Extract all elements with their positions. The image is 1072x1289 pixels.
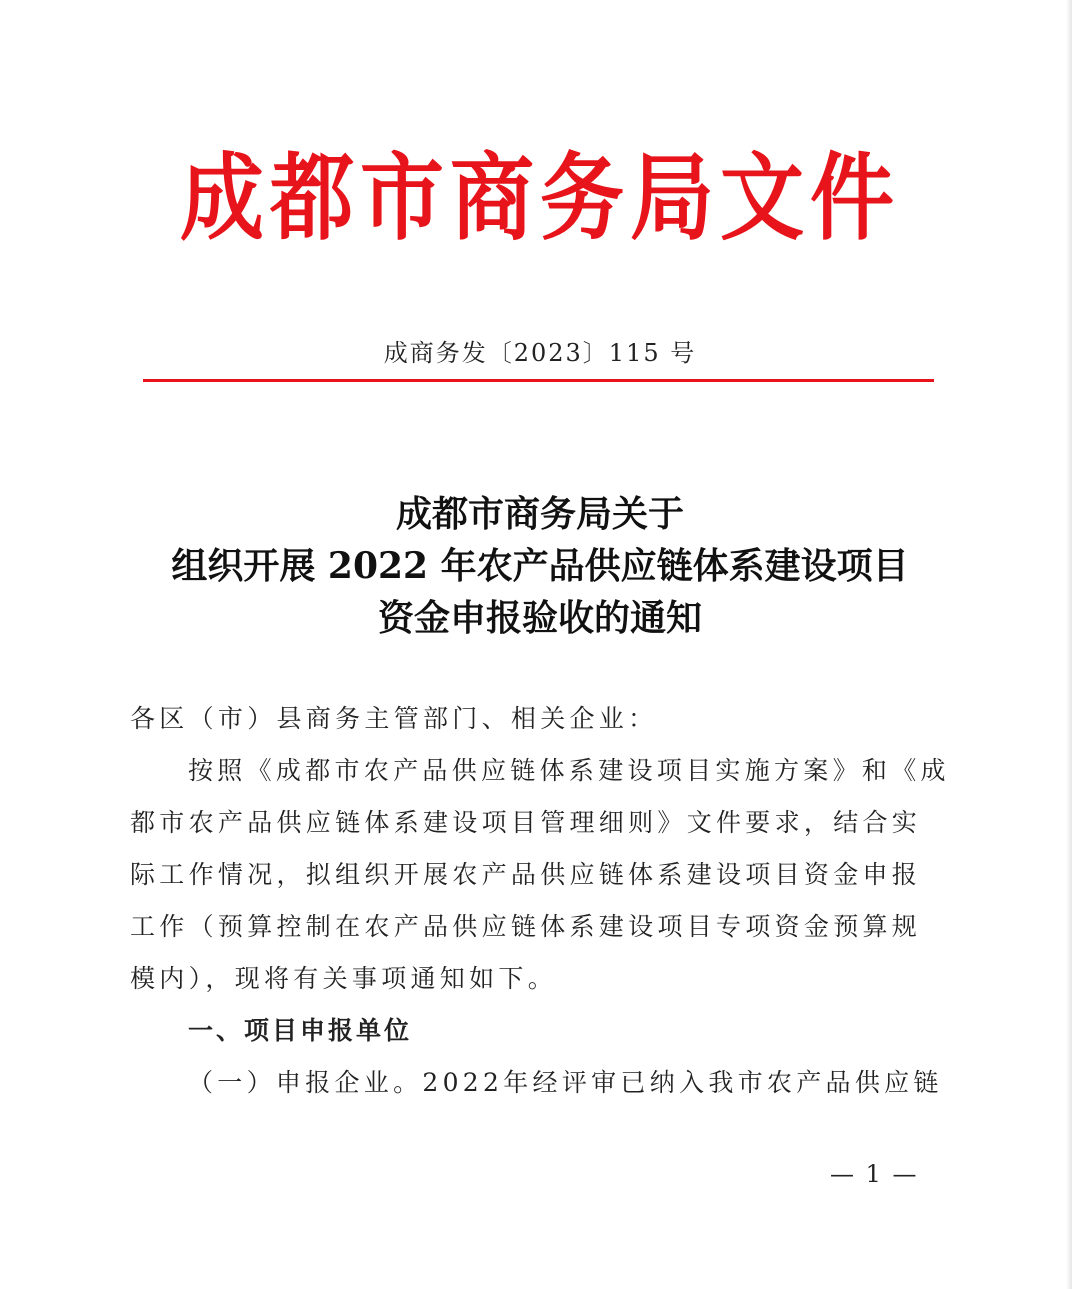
document-number: 成商务发〔2023〕115 号 xyxy=(383,339,697,367)
page-edge xyxy=(1066,0,1072,1289)
title-line-2: 组织开展 2022 年农产品供应链体系建设项目 xyxy=(171,545,909,587)
paragraph-1-line-3: 际工作情况，拟组织开展农产品供应链体系建设项目资金申报 xyxy=(130,860,922,889)
paragraph-1-line-2: 都市农产品供应链体系建设项目管理细则》文件要求，结合实 xyxy=(130,808,922,837)
section-1-item-1: （一）申报企业。2022年经评审已纳入我市农产品供应链 xyxy=(188,1068,943,1097)
paragraph-1-line-5: 模内），现将有关事项通知如下。 xyxy=(130,964,558,993)
document-title xyxy=(100,488,980,644)
page-number: — 1 — xyxy=(830,1160,919,1188)
paragraph-1-line-1: 按照《成都市农产品供应链体系建设项目实施方案》和《成 xyxy=(188,756,950,785)
paragraph-1-line-4: 工作（预算控制在农产品供应链体系建设项目专项资金预算规 xyxy=(130,912,922,941)
red-divider-line xyxy=(143,379,934,382)
issuing-authority-header: 成都市商务局文件 xyxy=(179,142,900,253)
title-line-1: 成都市商务局关于 xyxy=(395,493,684,535)
section-1-heading: 一、项目申报单位 xyxy=(188,1016,413,1045)
title-line-3: 资金申报验收的通知 xyxy=(377,597,702,639)
salutation: 各区（市）县商务主管部门、相关企业： xyxy=(130,704,658,733)
